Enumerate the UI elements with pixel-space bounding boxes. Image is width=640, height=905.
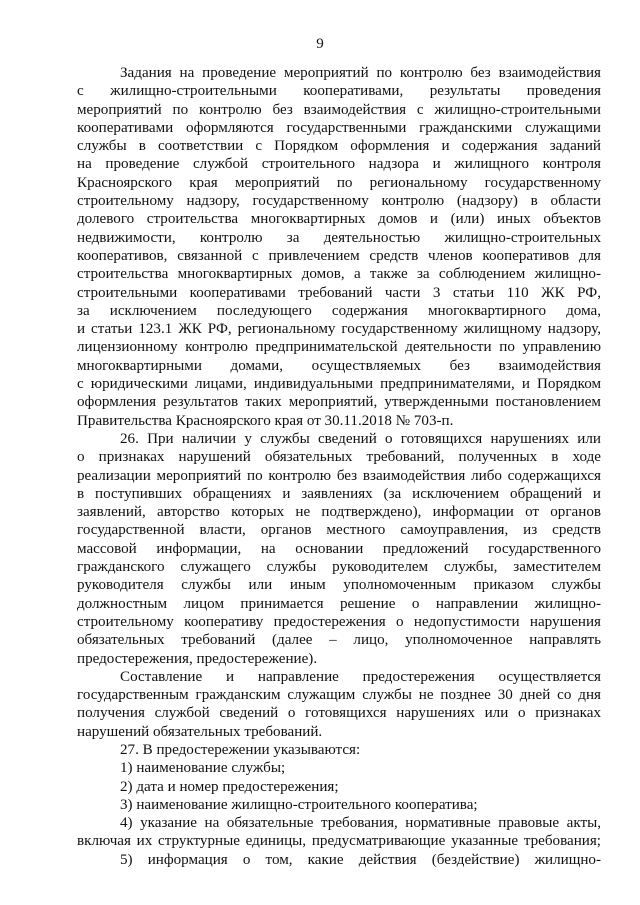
text-line: получения службой сведений о готовящихся нарушениях или о признаках (77, 705, 601, 722)
text-line: 26. При наличии у службы сведений о готовящихся нарушениях или (120, 430, 601, 447)
text-line: кооперативами оформляются государственными гражданскими служащими (77, 119, 601, 136)
text-line: массовой информации, на основании предложений государственного (77, 540, 601, 557)
text-line: с юридическими лицами, индивидуальными предпринимателями, и Порядком (77, 376, 601, 393)
text-line: реализации мероприятий по контролю без взаимодействия либо содержащихся (77, 467, 601, 484)
text-line: обязательных требований (далее – лицо, уполномоченное направлять (77, 632, 601, 649)
text-line: и статьи 123.1 ЖК РФ, региональному государственному жилищному надзору, (77, 321, 601, 338)
text-line: строительными кооперативами требований части 3 статьи 110 ЖК РФ, (77, 284, 601, 301)
list-item: 3) наименование жилищно-строительного кооператива; (120, 796, 478, 813)
document-body (77, 64, 601, 869)
text-line: предостережения, предостережение). (77, 650, 318, 667)
text-line: 27. В предостережении указываются: (120, 741, 361, 758)
text-line: государственным гражданским служащим службы не позднее 30 дней со дня (77, 687, 601, 704)
text-line: гражданского служащего службы руководителем службы, заместителем (77, 559, 601, 576)
text-line: Задания на проведение мероприятий по контролю без взаимодействия (120, 65, 601, 81)
page-number: 9 (316, 36, 324, 52)
text-line: заявлений, авторство которых не подтверждено), информации от органов (77, 504, 601, 521)
text-line: должностным лицом принимается решение о направлении жилищно- (77, 595, 601, 612)
text-line: недвижимости, контролю за деятельностью жилищно-строительных (77, 229, 601, 246)
text-line: включая их структурные единицы, предусматривающие указанные требования; (77, 833, 601, 850)
text-line: долевого строительства многоквартирных домов и (или) иных объектов (77, 211, 601, 228)
text-line: лицензионному контролю предпринимательской деятельности по управлению (77, 339, 601, 356)
list-item: 4) указание на обязательные требования, нормативные правовые акты, (120, 815, 601, 832)
text-line: оформления результатов таких мероприятий, утвержденными постановлением (77, 394, 601, 411)
list-item: 5) информация о том, какие действия (бездействие) жилищно- (120, 851, 601, 868)
text-line: Красноярского края мероприятий по региональному государственному (77, 174, 601, 191)
text-line: государственной власти, органов местного самоуправления, из средств (77, 522, 601, 539)
text-line: строительному надзору, государственному контролю (надзору) в области (77, 193, 601, 210)
text-line: руководителя службы или иным уполномоченным приказом службы (77, 577, 601, 594)
text-line: Правительства Красноярского края от 30.11.2018 № 703-п. (77, 412, 454, 429)
text-line: мероприятий по контролю без взаимодействия с жилищно-строительными (77, 101, 601, 118)
text-line: нарушений обязательных требований. (77, 723, 323, 740)
list-item: 1) наименование службы; (120, 760, 286, 777)
list-item: 2) дата и номер предостережения; (120, 778, 339, 795)
text-line: на проведение службой строительного надзора и жилищного контроля (77, 156, 601, 173)
text-line: Составление и направление предостережения осуществляется (120, 668, 601, 685)
text-line: строительному кооперативу предостережения о недопустимости нарушения (77, 613, 601, 630)
text-line: службы в соответствии с Порядком оформления и содержания заданий (77, 138, 601, 155)
text-line: кооперативов, связанной с привлечением средств членов кооперативов для (77, 247, 601, 264)
text-line: в поступивших обращениях и заявлениях (за исключением обращений и (77, 485, 601, 502)
text-line: многоквартирными домами, осуществляемых без взаимодействия (77, 357, 601, 374)
text-line: строительства многоквартирных домов, а также за соблюдением жилищно- (77, 266, 601, 283)
text-line: о признаках нарушений обязательных требований, полученных в ходе (77, 449, 601, 466)
text-line: с жилищно-строительными кооперативами, результаты проведения (77, 83, 601, 100)
text-line: за исключением последующего содержания многоквартирного дома, (77, 302, 601, 319)
